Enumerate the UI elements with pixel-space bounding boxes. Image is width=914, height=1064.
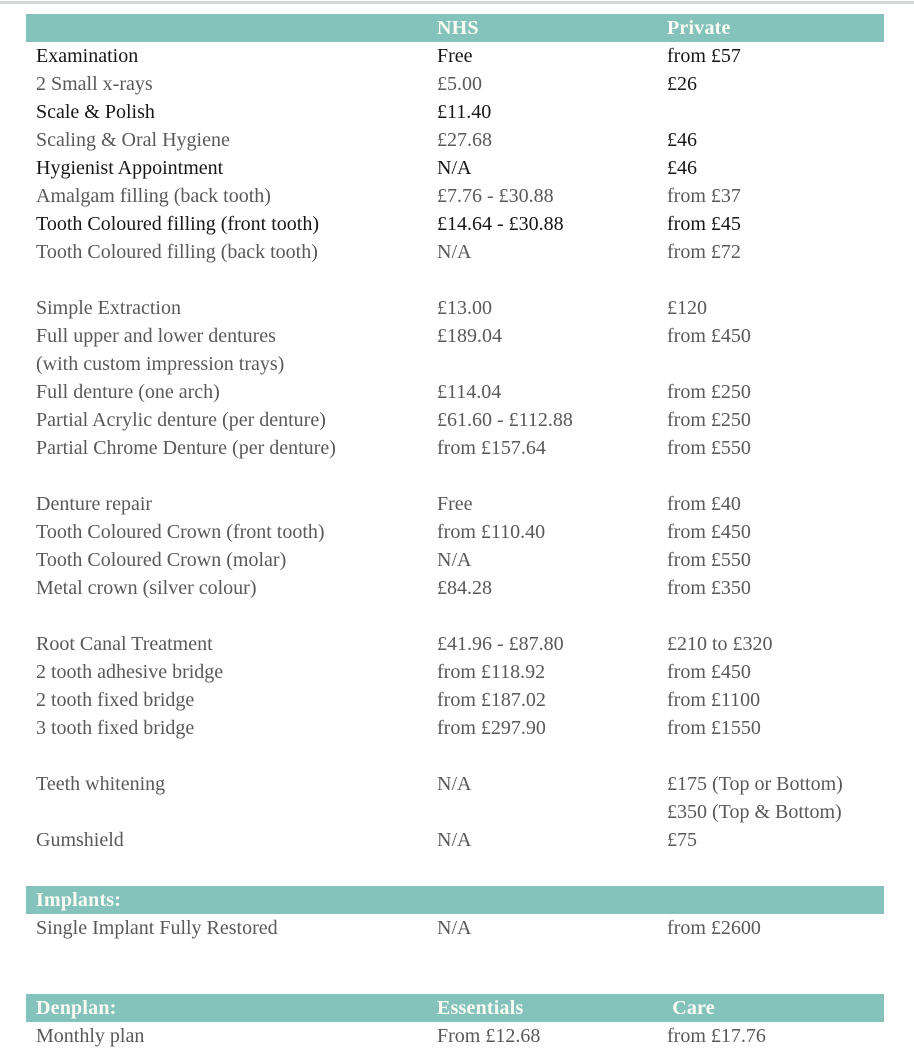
treatment-label: Gumshield [36,829,124,851]
nhs-price: £11.40 [437,101,492,123]
nhs-price: £7.76 - £30.88 [437,185,554,207]
table-row [26,406,884,434]
nhs-price: £27.68 [437,129,492,151]
table-row [26,714,884,742]
private-price: £46 [667,129,697,151]
table-row [26,126,884,154]
table-row [26,826,884,854]
nhs-price: from £110.40 [437,521,546,543]
table-row [26,434,884,462]
private-price: from £57 [667,45,741,67]
private-price: £26 [667,73,697,95]
treatment-label: Metal crown (silver colour) [36,577,257,599]
private-price: from £250 [667,409,751,431]
treatment-label: Full denture (one arch) [36,381,220,403]
private-price: £175 (Top or Bottom) [667,773,843,795]
table-row [26,630,884,658]
treatment-label: Hygienist Appointment [36,157,224,179]
treatment-label [26,798,437,826]
nhs-price: £114.04 [437,381,502,403]
table-row [26,42,884,70]
treatment-label: Tooth Coloured Crown (molar) [36,549,287,571]
nhs-price: from £118.92 [437,661,546,683]
private-price: from £450 [667,661,751,683]
table-row [26,518,884,546]
treatment-label: 2 Small x-rays [36,73,153,95]
nhs-price: from £157.64 [437,437,546,459]
treatment-label: Partial Acrylic denture (per denture) [36,409,326,431]
table-row [26,350,884,378]
nhs-price: N/A [437,773,472,795]
private-price: £350 (Top & Bottom) [667,801,842,823]
spacer [26,854,884,886]
spacer [26,602,884,630]
nhs-price: N/A [437,549,472,571]
table-row [26,98,884,126]
column-header-nhs: NHS [437,17,479,39]
nhs-price: £84.28 [437,577,492,599]
private-price: from £17.76 [667,1025,766,1047]
nhs-price: N/A [437,917,472,939]
private-price: from £550 [667,437,751,459]
nhs-price: Free [437,493,473,515]
column-header-private: Private [667,17,731,39]
table-row [26,798,884,826]
treatment-label: Teeth whitening [36,773,166,795]
column-header-nhs: Essentials [437,997,524,1019]
private-price: from £2600 [667,917,761,939]
treatment-label: Tooth Coloured Crown (front tooth) [36,521,325,543]
table-row [26,686,884,714]
section-header-bar [26,994,884,1022]
treatment-label: 2 tooth adhesive bridge [36,661,224,683]
treatment-label: 3 tooth fixed bridge [36,717,195,739]
treatment-label: Single Implant Fully Restored [36,917,278,939]
spacer [26,266,884,294]
nhs-price: from £297.90 [437,717,546,739]
column-header-private [667,886,884,914]
private-price: from £37 [667,185,741,207]
treatment-label: Amalgam filling (back tooth) [36,185,271,207]
private-price: from £72 [667,241,741,263]
private-price: from £450 [667,521,751,543]
column-header-nhs [437,886,667,914]
table-row [26,914,884,942]
nhs-price: N/A [437,241,472,263]
section-title: Denplan: [36,997,117,1019]
private-price: £75 [667,829,697,851]
section-header-bar [26,14,884,42]
section-header-bar [26,886,884,914]
nhs-price: from £187.02 [437,689,546,711]
treatment-label: Simple Extraction [36,297,181,319]
treatment-label: Root Canal Treatment [36,633,213,655]
section-title [26,14,437,42]
table-row [26,322,884,350]
price-table [26,14,884,1050]
private-price: from £1100 [667,689,761,711]
treatment-label: Denture repair [36,493,153,515]
treatment-label: Scaling & Oral Hygiene [36,129,230,151]
private-price [667,350,884,378]
private-price: £46 [667,157,697,179]
table-row [26,770,884,798]
treatment-label: Tooth Coloured filling (back tooth) [36,241,318,263]
private-price: from £450 [667,325,751,347]
private-price [667,98,884,126]
private-price: from £350 [667,577,751,599]
private-price: from £40 [667,493,741,515]
nhs-price: £41.96 - £87.80 [437,633,564,655]
treatment-label: Examination [36,45,139,67]
table-row [26,546,884,574]
table-row [26,658,884,686]
table-row [26,238,884,266]
nhs-price: £5.00 [437,73,482,95]
section-title: Implants: [36,889,122,911]
table-row [26,490,884,518]
nhs-price: £13.00 [437,297,492,319]
treatment-label: 2 tooth fixed bridge [36,689,195,711]
private-price: £210 to £320 [667,633,773,655]
table-row [26,378,884,406]
table-row [26,210,884,238]
nhs-price: £189.04 [437,325,502,347]
column-header-private: Care [667,997,715,1019]
nhs-price: £14.64 - £30.88 [437,213,564,235]
table-row [26,294,884,322]
nhs-price: N/A [437,157,472,179]
table-row [26,574,884,602]
treatment-label: Monthly plan [36,1025,145,1047]
table-row [26,70,884,98]
table-row [26,1022,884,1050]
nhs-price: Free [437,45,473,67]
table-row [26,154,884,182]
nhs-price [437,798,667,826]
treatment-label: Partial Chrome Denture (per denture) [36,437,336,459]
private-price: £120 [667,297,707,319]
top-border-line [0,1,914,4]
spacer [26,462,884,490]
table-row [26,182,884,210]
nhs-price: £61.60 - £112.88 [437,409,573,431]
treatment-label: Tooth Coloured filling (front tooth) [36,213,320,235]
treatment-label: (with custom impression trays) [36,353,285,375]
treatment-label: Full upper and lower dentures [36,325,276,347]
private-price: from £550 [667,549,751,571]
private-price: from £1550 [667,717,761,739]
spacer [26,942,884,994]
nhs-price: From £12.68 [437,1025,541,1047]
treatment-label: Scale & Polish [36,101,155,123]
private-price: from £45 [667,213,741,235]
private-price: from £250 [667,381,751,403]
nhs-price: N/A [437,829,472,851]
spacer [26,742,884,770]
nhs-price [437,350,667,378]
